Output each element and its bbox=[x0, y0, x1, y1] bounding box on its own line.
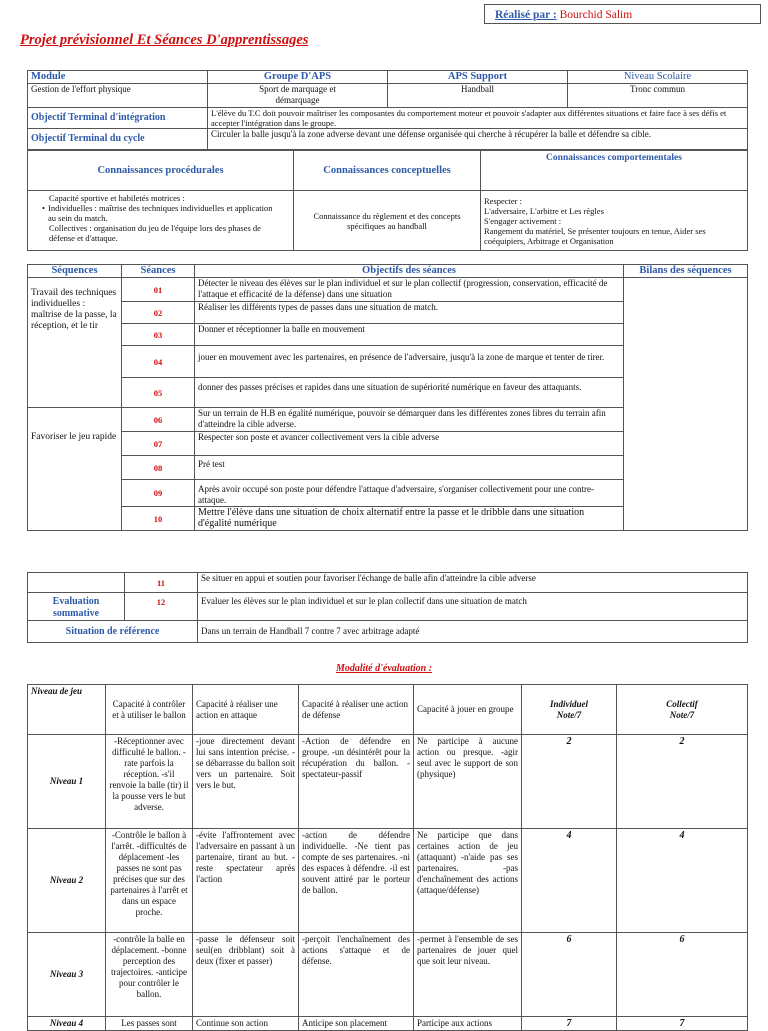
seance-12-objective: Evaluer les élèves sur le plan individuel et sur le plan collectif dans une situation de match bbox=[198, 593, 748, 621]
niveau-jeu-header: Niveau de jeu bbox=[28, 685, 106, 735]
seance-objective: Détecter le niveau des élèves sur le plan individuel et sur le plan collectif (progression, conservation, efficacité de l'attaque et efficacité de la défense) dans une situation bbox=[195, 278, 624, 302]
bilans-cell bbox=[624, 278, 748, 531]
module-value: Gestion de l'effort physique bbox=[28, 84, 208, 108]
conn-proc-label: Connaissances procédurales bbox=[28, 151, 294, 191]
grid-cell-c3: -perçoit l'enchaînement des actions s'attaque et de défense. bbox=[299, 933, 414, 1017]
connaissances-table bbox=[27, 150, 748, 251]
grid-cell-c5: 4 bbox=[522, 829, 617, 933]
seance-objective: donner des passes précises et rapides dans une situation de supériorité numérique en faveur des attaquants. bbox=[195, 378, 624, 408]
grid-cell-c5: 6 bbox=[522, 933, 617, 1017]
conn-proc-individual: Individuelles : maîtrise des techniques individuelles et application au sein du match. bbox=[48, 203, 273, 223]
conn-conc-label: Connaissances conceptuelles bbox=[294, 151, 481, 191]
conn-proc-content bbox=[28, 191, 294, 251]
conn-comp-line-2: L'adversaire, L'arbitre et Les règles bbox=[484, 205, 604, 216]
seance-row bbox=[28, 278, 748, 302]
obj-cycle-text: Circuler la balle jusqu'à la zone adverse devant une défense organisée qui cherche à récupérer la balle et défendre sa cible. bbox=[208, 129, 748, 150]
grid-header-c5: Individuel Note/7 bbox=[522, 685, 617, 735]
bilans-header: Bilans des séquences bbox=[624, 265, 748, 278]
grid-cell-c2: -évite l'affrontement avec l'adversaire en passant à un partenaire, tirant au but. -reste spectateur après l'action bbox=[193, 829, 299, 933]
seance-objective: Après avoir occupé son poste pour défendre l'attaque d'adversaire, s'organiser collectivement pour une contre-attaque. bbox=[195, 480, 624, 507]
seance-objective: Mettre l'élève dans une situation de choix alternatif entre la passe et le dribble dans une situation d'égalité numérique bbox=[195, 507, 624, 531]
grid-cell-c4: -permet à l'ensemble de ses partenaires de jouer quel que soit leur niveau. bbox=[414, 933, 522, 1017]
eval-empty-cell bbox=[28, 573, 125, 593]
grid-cell-c4: Participe aux actions bbox=[414, 1017, 522, 1031]
grid-cell-c6: 6 bbox=[617, 933, 748, 1017]
grid-cell-c1: -Réceptionner avec difficulté le ballon. -rate parfois la réception. -s'il renvoie la balle (tir) il la pousse vers le but adverse. bbox=[106, 735, 193, 829]
grid-niveau: Niveau 4 bbox=[28, 1017, 106, 1031]
groupe-value: Sport de marquage et démarquage bbox=[208, 84, 388, 108]
author-name: Bourchid Salim bbox=[559, 9, 633, 21]
grid-header-c4: Capacité à jouer en groupe bbox=[414, 685, 522, 735]
eval-sommative-label: Evaluation sommative bbox=[28, 593, 125, 621]
conn-comp-line-3: S'engager activement : bbox=[484, 215, 562, 226]
seance-number: 09 bbox=[122, 480, 195, 507]
groupe-header: Groupe D'APS bbox=[208, 71, 388, 84]
grid-niveau: Niveau 1 bbox=[28, 735, 106, 829]
grid-row bbox=[28, 933, 748, 1017]
modalite-title: Modalité d'évaluation : bbox=[335, 663, 433, 674]
sequence-2-label: Favoriser le jeu rapide bbox=[28, 408, 122, 531]
seance-11-objective: Se situer en appui et soutien pour favoriser l'échange de balle afin d'atteindre la cible adverse bbox=[198, 573, 748, 593]
grid-row bbox=[28, 735, 748, 829]
grid-row bbox=[28, 829, 748, 933]
seances-header: Séances bbox=[122, 265, 195, 278]
seance-11-number: 11 bbox=[125, 573, 198, 593]
obj-integration-text: L'élève du T.C doit pouvoir maîtriser les composantes du comportement moteur et pouvoir s'adapter aux différentes situations et faire face à ses défis et accepter l'intégration dans le groupe. bbox=[208, 108, 748, 129]
seance-number: 02 bbox=[122, 302, 195, 324]
grid-cell-c2: -joue directement devant lui sans intention précise. -se débarrasse du ballon soit vers un partenaire. Soit vers le but. bbox=[193, 735, 299, 829]
conn-proc-individual-row bbox=[31, 203, 290, 223]
grid-cell-c1: -Contrôle le ballon à l'arrêt. -difficultés de déplacement -les passes ne sont pas précises que sur des partenaires à l'arrêt et dans un espace proche. bbox=[106, 829, 193, 933]
evaluation-grid bbox=[27, 684, 748, 1031]
situation-reference-label: Situation de référence bbox=[28, 621, 198, 643]
seance-objective: Réaliser les différents types de passes dans une situation de match. bbox=[195, 302, 624, 324]
seance-objective: jouer en mouvement avec les partenaires, en présence de l'adversaire, jusqu'à la zone de marque et tenter de tirer. bbox=[195, 346, 624, 378]
grid-header-c1: Capacité à contrôler et à utiliser le ballon bbox=[106, 685, 193, 735]
grid-cell-c6: 2 bbox=[617, 735, 748, 829]
bullet-icon: • bbox=[42, 203, 45, 213]
conn-proc-collective: Collectives : organisation du jeu de l'équipe lors des phases de défense et d'attaque. bbox=[49, 223, 261, 243]
seance-number: 04 bbox=[122, 346, 195, 378]
conn-comp-label: Connaissances comportementales bbox=[481, 151, 748, 191]
seance-number: 08 bbox=[122, 456, 195, 480]
seance-objective: Donner et réceptionner la balle en mouvement bbox=[195, 324, 624, 346]
obj-integration-label: Objectif Terminal d'intégration bbox=[28, 108, 208, 129]
seance-number: 03 bbox=[122, 324, 195, 346]
grid-header-c6: Collectif Note/7 bbox=[617, 685, 748, 735]
grid-cell-c5: 2 bbox=[522, 735, 617, 829]
obj-cycle-label: Objectif Terminal du cycle bbox=[28, 129, 208, 150]
situation-reference-text: Dans un terrain de Handball 7 contre 7 avec arbitrage adapté bbox=[198, 621, 748, 643]
grid-header-c3: Capacité à réaliser une action de défense bbox=[299, 685, 414, 735]
grid-cell-c3: Anticipe son placement bbox=[299, 1017, 414, 1031]
conn-comp-line-4: Rangement du matériel, Se présenter toujours en tenue, Aider ses coéquipiers, Arbitrage et Organisation bbox=[484, 225, 706, 246]
grid-cell-c4: Ne participe à aucune action ou presque. -agir seul avec le support de son (physique) bbox=[414, 735, 522, 829]
grid-cell-c6: 4 bbox=[617, 829, 748, 933]
seance-objective: Sur un terrain de H.B en égalité numérique, pouvoir se démarquer dans les différentes zones libres du terrain afin d'atteindre la cible adverse. bbox=[195, 408, 624, 432]
grid-niveau: Niveau 2 bbox=[28, 829, 106, 933]
seance-12-number: 12 bbox=[125, 593, 198, 621]
grid-niveau: Niveau 3 bbox=[28, 933, 106, 1017]
grid-cell-c5: 7 bbox=[522, 1017, 617, 1031]
author-box bbox=[484, 4, 761, 24]
niveau-value: Tronc commun bbox=[568, 84, 748, 108]
conn-conc-content: Connaissance du règlement et des concepts spécifiques au handball bbox=[294, 191, 481, 251]
aps-support-header: APS Support bbox=[388, 71, 568, 84]
grid-cell-c6: 7 bbox=[617, 1017, 748, 1031]
grid-cell-c1: Les passes sont bbox=[106, 1017, 193, 1031]
grid-cell-c3: -Action de défendre en groupe. -un désintérêt pour la récupération du ballon. -spectateur-passif bbox=[299, 735, 414, 829]
module-header: Module bbox=[28, 71, 208, 84]
seance-number: 10 bbox=[122, 507, 195, 531]
grid-cell-c2: -passe le défenseur soit seul(en dribblant) soit à deux (fixer et passer) bbox=[193, 933, 299, 1017]
objectifs-header: Objectifs des séances bbox=[195, 265, 624, 278]
grid-cell-c3: -action de défendre individuelle. -Ne tient pas compte de ses partenaires. -ni des espaces à défendre. -il est souvent attiré par le porteur de ballon. bbox=[299, 829, 414, 933]
page-title: Projet prévisionnel Et Séances D'apprentissages bbox=[20, 32, 309, 48]
seance-number: 01 bbox=[122, 278, 195, 302]
conn-comp-content bbox=[481, 191, 748, 251]
grid-cell-c2: Continue son action bbox=[193, 1017, 299, 1031]
grid-cell-c4: Ne participe que dans certaines action de jeu (attaquant) -n'aide pas ses partenaires. -pas d'enchaînement des actions (attaque/défense) bbox=[414, 829, 522, 933]
author-label: Réalisé par : bbox=[495, 9, 557, 21]
sequences-header: Séquences bbox=[28, 265, 122, 278]
seance-number: 06 bbox=[122, 408, 195, 432]
conn-comp-line-1: Respecter : bbox=[484, 195, 522, 206]
grid-cell-c1: -contrôle la balle en déplacement. -bonne perception des trajectoires. -anticipe pour contrôler le ballon. bbox=[106, 933, 193, 1017]
module-table bbox=[27, 70, 748, 150]
conn-proc-intro: Capacité sportive et habiletés motrices : bbox=[49, 193, 185, 203]
evaluation-table bbox=[27, 572, 748, 643]
niveau-header: Niveau Scolaire bbox=[568, 71, 748, 84]
seance-objective: Respecter son poste et avancer collectivement vers la cible adverse bbox=[195, 432, 624, 456]
sequence-1-label: Travail des techniques individuelles : maîtrise de la passe, la réception, et le tir bbox=[28, 278, 122, 408]
grid-header-c2: Capacité à réaliser une action en attaque bbox=[193, 685, 299, 735]
seance-number: 05 bbox=[122, 378, 195, 408]
seance-number: 07 bbox=[122, 432, 195, 456]
aps-support-value: Handball bbox=[388, 84, 568, 108]
seance-objective: Pré test bbox=[195, 456, 624, 480]
sequences-table bbox=[27, 264, 748, 531]
